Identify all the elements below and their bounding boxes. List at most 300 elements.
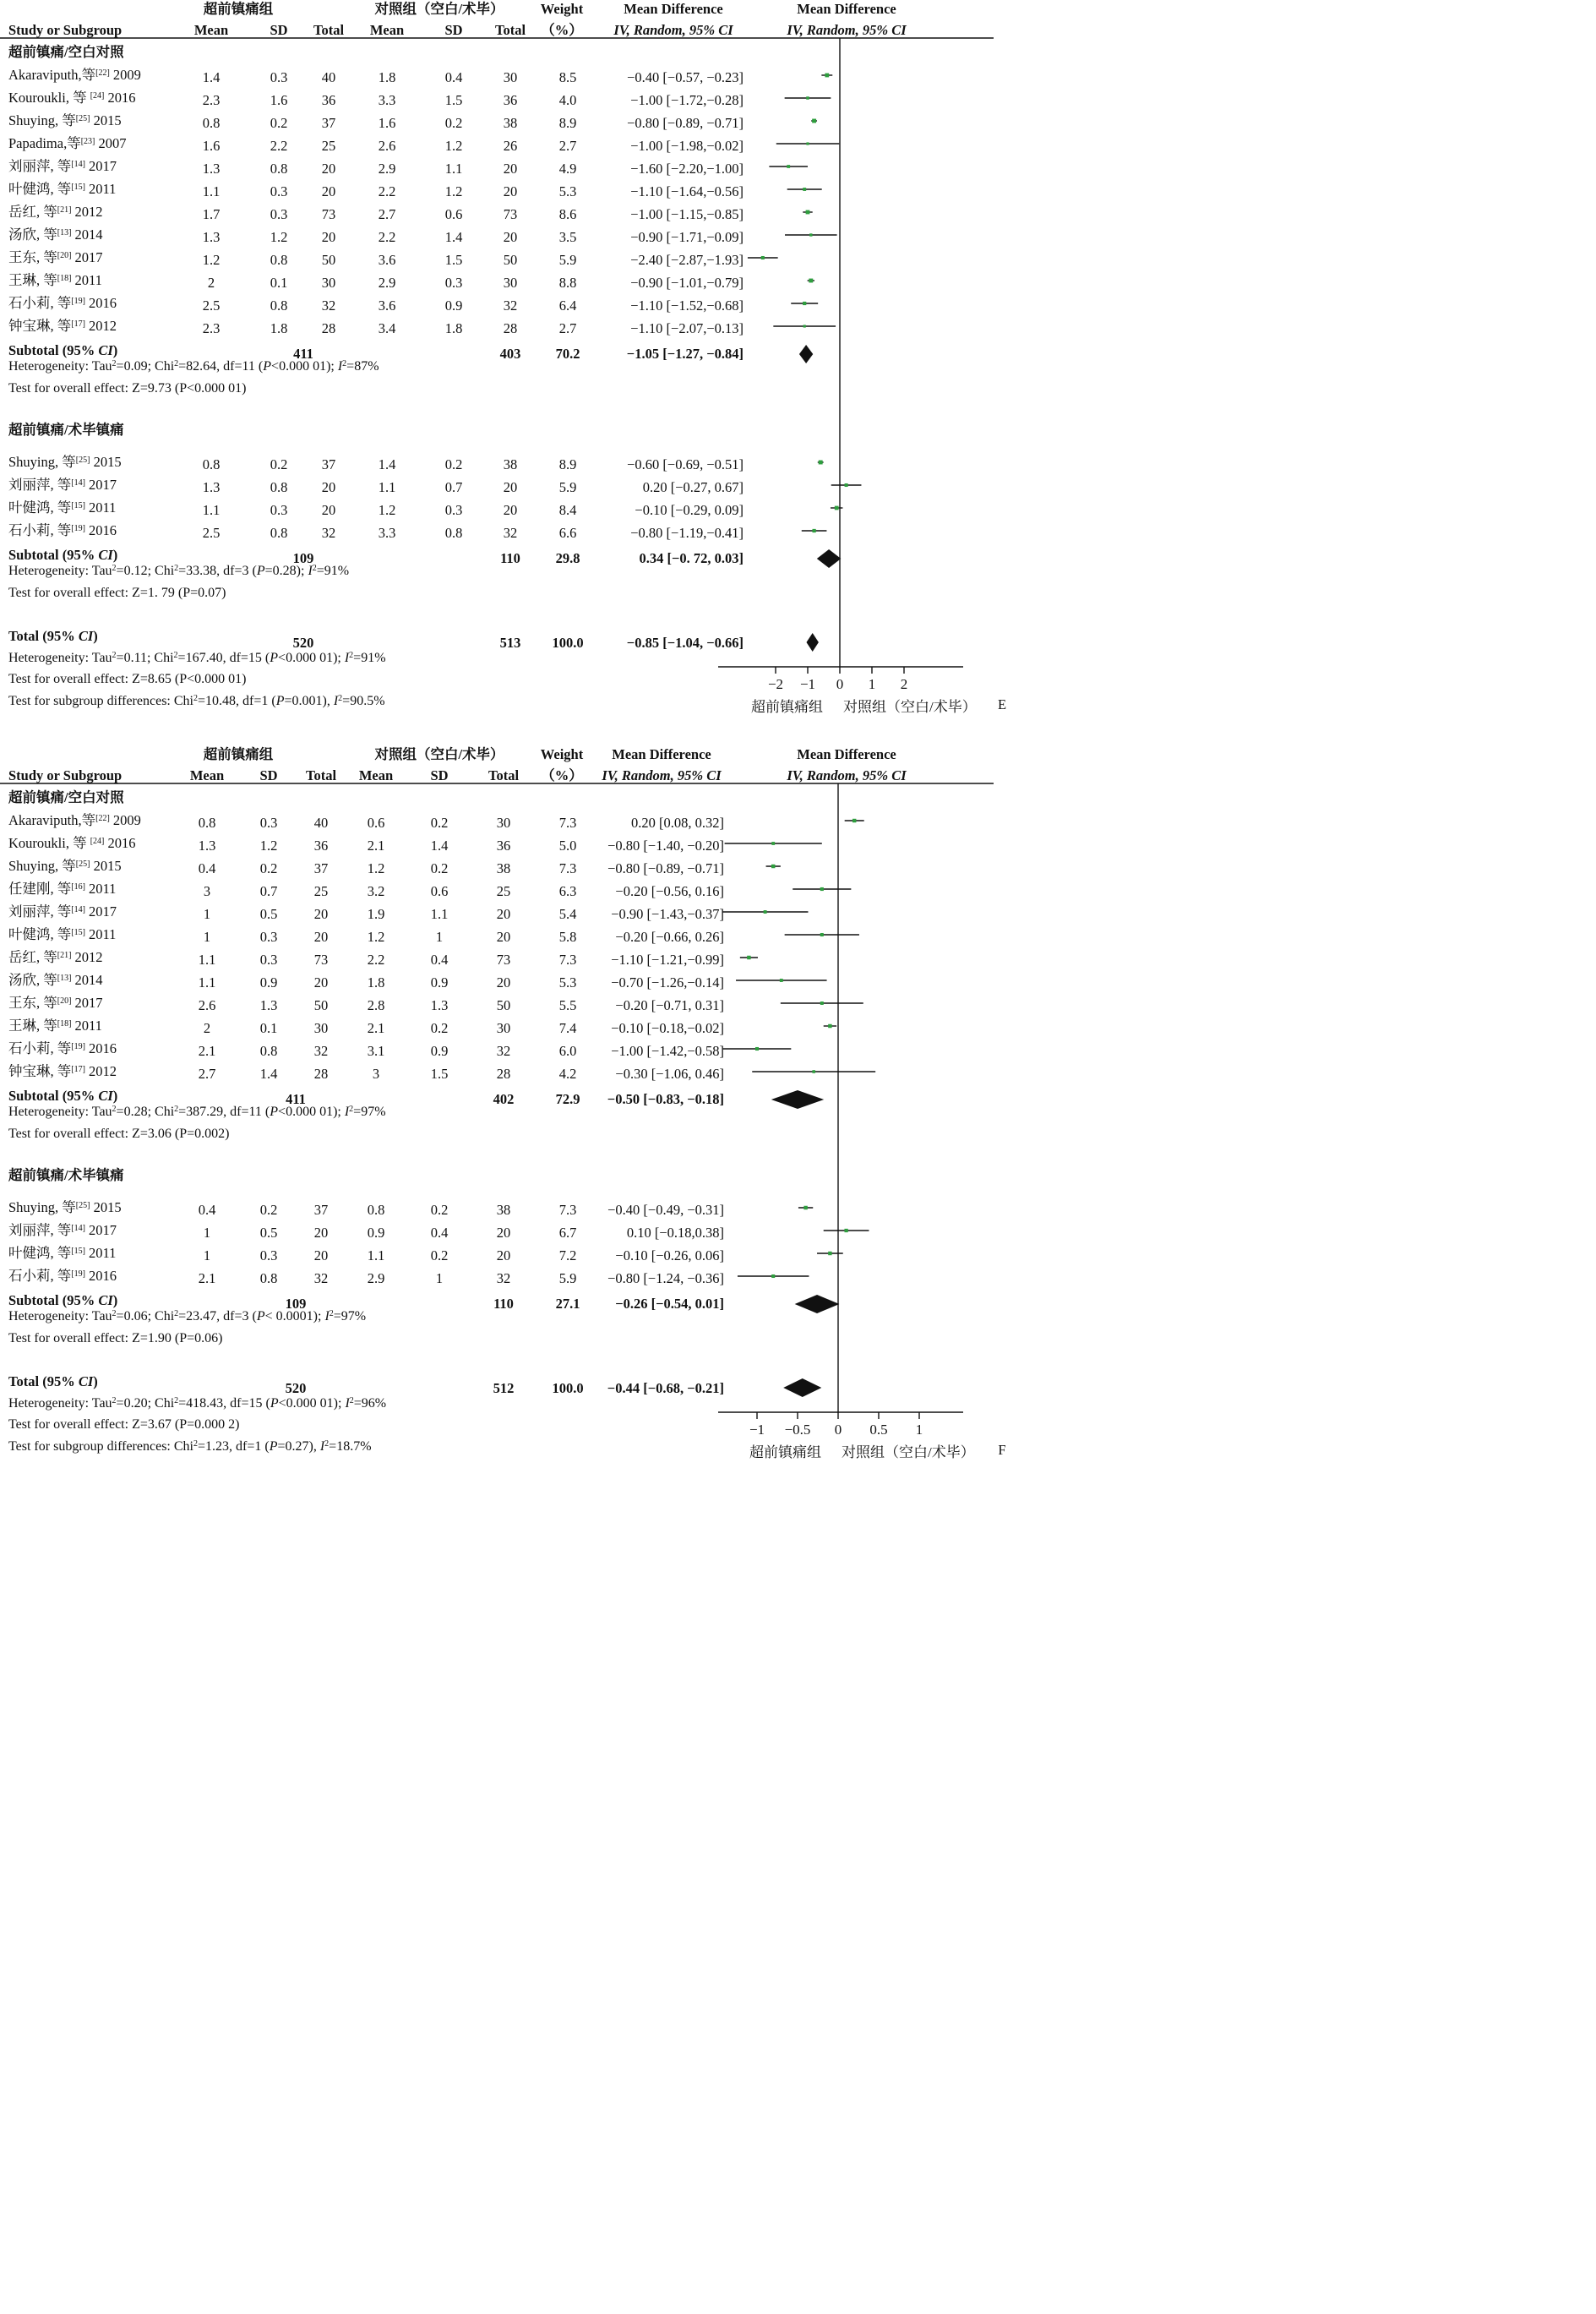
point-estimate: [755, 1047, 759, 1051]
overall-effect-text: Test for overall effect: Z=9.73 (P<0.000 01): [8, 381, 247, 396]
total-ctl: 30: [496, 815, 511, 831]
sd-exp: 0.2: [259, 860, 278, 876]
point-estimate: [820, 1001, 824, 1005]
mean-exp: 1.3: [202, 229, 221, 245]
weight-value: 5.9: [558, 479, 577, 495]
weight-header: Weight: [540, 746, 584, 762]
ci-text: −0.20 [−0.71, 0.31]: [615, 997, 724, 1013]
mean-ctl: 0.6: [367, 815, 385, 831]
mean-exp: 0.8: [198, 815, 216, 831]
axis-left-label: 超前镇痛组: [749, 1444, 821, 1460]
sd-ctl: 0.9: [430, 974, 449, 991]
sd-ctl: 1: [435, 929, 444, 945]
mean-ctl: 3.3: [378, 525, 396, 541]
mean-ctl: 2.2: [378, 229, 396, 245]
total-exp: 32: [313, 1043, 329, 1059]
sd-ctl: 0.2: [430, 1020, 449, 1036]
subtotal-ci: −1.05 [−1.27, −0.84]: [626, 346, 744, 362]
weight-value: 5.0: [558, 838, 577, 854]
mean-exp: 2.6: [198, 997, 216, 1013]
mean1-header: Mean: [189, 767, 225, 783]
point-estimate: [820, 933, 824, 936]
subgroup-differences: Test for subgroup differences: Chi$^2$=1.23, df=1 (P=0.27), $I^2=18.7\%$: [8, 1438, 372, 1454]
sd-exp: 0.5: [259, 906, 278, 922]
mean-exp: 1.4: [202, 69, 221, 85]
sd-ctl: 0.6: [430, 883, 449, 899]
total-exp: 32: [313, 1270, 329, 1286]
mean-exp: 2: [203, 1020, 211, 1036]
point-estimate: [835, 506, 839, 510]
mean-ctl: 2.8: [367, 997, 385, 1013]
mean-exp: 1: [203, 1225, 211, 1241]
sd1-header: SD: [259, 767, 278, 783]
sd-exp: 0.8: [270, 252, 288, 268]
mean-ctl: 1.2: [378, 502, 396, 518]
point-estimate: [771, 1274, 775, 1278]
sd-ctl: 1: [435, 1270, 444, 1286]
subtotal-ci: −0.50 [−0.83, −0.18]: [607, 1091, 724, 1107]
total-exp: 20: [313, 1225, 329, 1241]
subtotal-diamond: [795, 1295, 840, 1313]
study-label: 钟宝琳, 等[17] 2012: [8, 318, 117, 334]
total-exp: 37: [321, 115, 336, 131]
weight-value: 5.3: [558, 183, 577, 199]
point-estimate: [806, 96, 809, 100]
total-ctl: 20: [503, 161, 518, 177]
mean-ctl: 1.4: [378, 456, 396, 472]
study-label: 叶健鸿, 等[15] 2011: [8, 499, 117, 516]
subgroup-title: 超前镇痛/空白对照: [8, 789, 124, 805]
mean-ctl: 2.1: [367, 838, 385, 854]
total-exp: 36: [321, 92, 336, 108]
study-label: Akaraviputh,等[22] 2009: [8, 67, 141, 83]
study-label: 石小莉, 等[19] 2016: [8, 1040, 117, 1056]
weight-value: 2.7: [558, 320, 577, 336]
mean-ctl: 2.6: [378, 138, 396, 154]
sd-ctl: 0.7: [444, 479, 463, 495]
sd-exp: 0.5: [259, 1225, 278, 1241]
x-tick-label: 0: [836, 676, 844, 692]
point-estimate: [780, 979, 783, 982]
md-header: Mean Difference: [624, 1, 723, 17]
sd-exp: 0.3: [270, 69, 288, 85]
sd-exp: 0.8: [259, 1043, 278, 1059]
total-exp: 36: [313, 838, 329, 854]
sd-exp: 0.8: [270, 525, 288, 541]
ci-text: −1.00 [−1.98,−0.02]: [630, 138, 744, 154]
mean-exp: 1.3: [202, 161, 221, 177]
md-header: Mean Difference: [612, 746, 711, 762]
control-group-header: 对照组（空白/术毕）: [374, 1, 504, 17]
ci-text: −0.10 [−0.29, 0.09]: [635, 502, 744, 518]
point-estimate: [761, 256, 765, 259]
total-ctl: 38: [496, 1202, 511, 1218]
mean-exp: 1.1: [202, 502, 221, 518]
mean-ctl: 1.2: [367, 929, 385, 945]
weight-value: 8.9: [558, 115, 577, 131]
total-exp: 37: [321, 456, 336, 472]
control-group-header: 对照组（空白/术毕）: [374, 746, 504, 762]
total-ctl: 28: [496, 1066, 511, 1082]
md-plot-sub-header: IV, Random, 95% CI: [787, 22, 907, 38]
ci-text: −0.40 [−0.49, −0.31]: [607, 1202, 724, 1218]
study-label: 刘丽萍, 等[14] 2017: [8, 477, 117, 493]
study-label: 刘丽萍, 等[14] 2017: [8, 158, 117, 174]
study-label: 岳红, 等[21] 2012: [8, 949, 103, 965]
mean-exp: 0.4: [198, 860, 216, 876]
weight-value: 7.3: [558, 860, 577, 876]
sd-ctl: 0.4: [444, 69, 463, 85]
total-weight: 100.0: [552, 635, 584, 651]
point-estimate: [844, 1229, 847, 1232]
subtotal-diamond: [817, 549, 842, 568]
total-exp: 25: [321, 138, 336, 154]
ci-text: 0.10 [−0.18,0.38]: [626, 1225, 724, 1241]
sd-ctl: 1.4: [430, 838, 449, 854]
exp-group-header: 超前镇痛组: [203, 1, 274, 17]
point-estimate: [803, 188, 806, 191]
weight-value: 4.2: [558, 1066, 577, 1082]
sd-ctl: 1.2: [444, 183, 463, 199]
x-tick-label: 0: [834, 1422, 842, 1438]
weight-value: 7.4: [558, 1020, 577, 1036]
total-exp: 20: [313, 929, 329, 945]
total-ctl: 28: [503, 320, 518, 336]
weight-value: 4.9: [558, 161, 577, 177]
point-estimate: [764, 910, 767, 914]
point-estimate: [812, 1070, 815, 1073]
total-ctl: 20: [496, 974, 511, 991]
point-estimate: [812, 119, 816, 123]
ci-text: −1.10 [−1.52,−0.68]: [630, 297, 744, 314]
sd-exp: 2.2: [270, 138, 288, 154]
ci-text: −0.70 [−1.26,−0.14]: [611, 974, 724, 991]
total-exp: 73: [321, 206, 336, 222]
heterogeneity-text: Heterogeneity: Tau$^2$=0.09; Chi$^2$=82.64, df=11 (P<0.000 01); $I^2=87\%$: [8, 358, 379, 374]
subtotal-diamond: [771, 1090, 824, 1109]
ci-text: −0.20 [−0.56, 0.16]: [615, 883, 724, 899]
total-ctl: 50: [496, 997, 511, 1013]
study-label: 王东, 等[20] 2017: [8, 249, 103, 265]
mean-exp: 1.3: [202, 479, 221, 495]
weight-value: 8.9: [558, 456, 577, 472]
mean-exp: 3: [203, 883, 211, 899]
study-label: 王琳, 等[18] 2011: [8, 272, 102, 288]
mean-exp: 1.1: [198, 974, 216, 991]
total-ctl: 32: [496, 1043, 511, 1059]
study-label: 汤欣, 等[13] 2014: [8, 972, 103, 988]
total-ctl: 38: [503, 115, 518, 131]
sd-exp: 0.9: [259, 974, 278, 991]
total-overall-effect: Test for overall effect: Z=8.65 (P<0.000 01): [8, 672, 247, 686]
weight-value: 7.2: [558, 1247, 577, 1263]
x-tick-label: 2: [900, 676, 908, 692]
subgroup-title: 超前镇痛/空白对照: [8, 44, 124, 60]
total-ctl: 20: [503, 229, 518, 245]
mean2-header: Mean: [369, 22, 405, 38]
sd-ctl: 1.5: [430, 1066, 449, 1082]
point-estimate: [806, 142, 809, 145]
point-estimate: [803, 1206, 807, 1209]
mean-exp: 1.3: [198, 838, 216, 854]
total-ctl: 32: [503, 525, 518, 541]
total-exp: 20: [321, 502, 336, 518]
point-estimate: [820, 887, 824, 891]
sd-exp: 0.7: [259, 883, 278, 899]
study-label: 任建刚, 等[16] 2011: [8, 881, 117, 897]
total-exp: 20: [313, 906, 329, 922]
sd-ctl: 1.5: [444, 252, 463, 268]
point-estimate: [819, 461, 823, 465]
sd-ctl: 0.9: [430, 1043, 449, 1059]
sd-ctl: 0.2: [430, 815, 449, 831]
forest-plot-figure: [0, 0, 1014, 1470]
total-ctl: 30: [496, 1020, 511, 1036]
total-ctl: 20: [496, 906, 511, 922]
mean-ctl: 3.4: [378, 320, 396, 336]
ci-text: 0.20 [0.08, 0.32]: [631, 815, 724, 831]
weight-value: 8.8: [558, 275, 577, 291]
x-tick-label: −1: [799, 676, 816, 692]
study-label: 王琳, 等[18] 2011: [8, 1018, 102, 1034]
subtotal-label: Subtotal (95% CI): [8, 547, 118, 563]
subtotal-n-ctl: 110: [500, 550, 520, 566]
sd-exp: 1.4: [259, 1066, 278, 1082]
total-ctl: 32: [503, 297, 518, 314]
mean-exp: 1: [203, 1247, 211, 1263]
total-n-ctl: 513: [499, 635, 521, 651]
mean-ctl: 3.2: [367, 883, 385, 899]
subtotal-n-exp: 109: [285, 1296, 307, 1312]
subgroup-title: 超前镇痛/术毕镇痛: [8, 1167, 124, 1183]
weight-value: 5.8: [558, 929, 577, 945]
total-exp: 37: [313, 1202, 329, 1218]
x-tick-label: 1: [915, 1422, 923, 1438]
sd-ctl: 0.8: [444, 525, 463, 541]
mean-ctl: 2.2: [367, 952, 385, 968]
sd-ctl: 1.8: [444, 320, 463, 336]
mean-ctl: 2.9: [378, 275, 396, 291]
total-exp: 20: [321, 161, 336, 177]
point-estimate: [771, 842, 775, 845]
heterogeneity-text: Heterogeneity: Tau$^2$=0.28; Chi$^2$=387.29, df=11 (P<0.000 01); $I^2=97\%$: [8, 1104, 386, 1119]
subtotal-ci: −0.26 [−0.54, 0.01]: [615, 1296, 724, 1312]
study-label: 刘丽萍, 等[14] 2017: [8, 1222, 117, 1238]
sd-exp: 0.8: [270, 297, 288, 314]
md-plot-header: Mean Difference: [797, 746, 896, 762]
ci-text: −1.10 [−1.64,−0.56]: [630, 183, 744, 199]
sd-ctl: 0.2: [430, 1202, 449, 1218]
total-exp: 73: [313, 952, 329, 968]
ci-text: −1.00 [−1.42,−0.58]: [611, 1043, 724, 1059]
mean-ctl: 0.9: [367, 1225, 385, 1241]
subtotal-label: Subtotal (95% CI): [8, 1292, 118, 1308]
weight-value: 6.0: [558, 1043, 577, 1059]
total-ctl: 38: [496, 860, 511, 876]
ci-text: −0.80 [−1.24, −0.36]: [607, 1270, 724, 1286]
total-ctl: 20: [496, 1247, 511, 1263]
sd-ctl: 0.9: [444, 297, 463, 314]
axis-right-label: 对照组（空白/术毕）: [843, 699, 977, 715]
weight-unit-header: （%）: [541, 22, 583, 38]
mean-exp: 1.7: [202, 206, 221, 222]
study-label: 叶健鸿, 等[15] 2011: [8, 1245, 117, 1261]
total1-header: Total: [313, 22, 345, 38]
md-sub-header: IV, Random, 95% CI: [602, 767, 722, 783]
subtotal-n-ctl: 110: [493, 1296, 514, 1312]
sd-ctl: 1.5: [444, 92, 463, 108]
total-exp: 30: [321, 275, 336, 291]
point-estimate: [852, 819, 856, 822]
total-exp: 20: [321, 229, 336, 245]
mean-exp: 0.8: [202, 456, 221, 472]
weight-value: 5.5: [558, 997, 577, 1013]
sd-exp: 0.3: [259, 815, 278, 831]
axis-left-label: 超前镇痛组: [751, 699, 823, 715]
study-label: Shuying, 等[25] 2015: [8, 1199, 122, 1215]
point-estimate: [809, 279, 813, 283]
sd-ctl: 0.4: [430, 952, 449, 968]
ci-text: 0.20 [−0.27, 0.67]: [642, 479, 744, 495]
total-heterogeneity: Heterogeneity: Tau$^2$=0.11; Chi$^2$=167.40, df=15 (P<0.000 01); $I^2=91\%$: [8, 650, 386, 665]
sd-ctl: 1.4: [444, 229, 463, 245]
study-header: Study or Subgroup: [8, 767, 123, 783]
study-label: Papadima,等[23] 2007: [8, 135, 127, 151]
sd-exp: 1.3: [259, 997, 278, 1013]
sd-exp: 1.2: [270, 229, 288, 245]
sd-ctl: 1.3: [430, 997, 449, 1013]
mean-ctl: 1.6: [378, 115, 396, 131]
study-label: 汤欣, 等[13] 2014: [8, 226, 103, 243]
x-tick-label: −1: [749, 1422, 765, 1438]
subtotal-weight: 70.2: [555, 346, 580, 362]
total-label: Total (95% CI): [8, 1373, 98, 1389]
weight-value: 5.9: [558, 1270, 577, 1286]
md-plot-header: Mean Difference: [797, 1, 896, 17]
mean-exp: 2.3: [202, 92, 221, 108]
ci-text: −0.80 [−0.89, −0.71]: [627, 115, 744, 131]
mean-ctl: 3.6: [378, 297, 396, 314]
total-label: Total (95% CI): [8, 628, 98, 644]
mean-exp: 2.7: [198, 1066, 216, 1082]
heterogeneity-text: Heterogeneity: Tau$^2$=0.06; Chi$^2$=23.47, df=3 (P< 0.0001); $I^2=97\%$: [8, 1308, 367, 1323]
study-label: 钟宝琳, 等[17] 2012: [8, 1063, 117, 1079]
x-tick-label: −0.5: [784, 1422, 811, 1438]
mean-exp: 2.1: [198, 1270, 216, 1286]
sd2-header: SD: [444, 22, 463, 38]
total-diamond: [783, 1378, 821, 1397]
sd-exp: 0.3: [259, 1247, 278, 1263]
total-exp: 20: [321, 479, 336, 495]
total-ctl: 20: [496, 1225, 511, 1241]
mean-ctl: 3: [372, 1066, 380, 1082]
weight-value: 8.4: [558, 502, 577, 518]
sd-exp: 1.2: [259, 838, 278, 854]
total-exp: 20: [313, 1247, 329, 1263]
study-label: 岳红, 等[21] 2012: [8, 204, 103, 220]
weight-value: 7.3: [558, 952, 577, 968]
weight-header: Weight: [540, 1, 584, 17]
subtotal-weight: 27.1: [555, 1296, 580, 1312]
mean-ctl: 1.8: [378, 69, 396, 85]
study-label: 叶健鸿, 等[15] 2011: [8, 181, 117, 197]
total-exp: 28: [321, 320, 336, 336]
subtotal-n-exp: 411: [286, 1091, 306, 1107]
total-exp: 40: [313, 815, 329, 831]
total-exp: 20: [313, 974, 329, 991]
overall-effect-text: Test for overall effect: Z=1. 79 (P=0.07): [8, 586, 226, 600]
total-exp: 32: [321, 525, 336, 541]
study-label: 石小莉, 等[19] 2016: [8, 522, 117, 538]
study-label: 刘丽萍, 等[14] 2017: [8, 903, 117, 920]
total-ci: −0.85 [−1.04, −0.66]: [626, 635, 744, 651]
ci-text: −0.20 [−0.66, 0.26]: [615, 929, 724, 945]
ci-text: −0.10 [−0.26, 0.06]: [615, 1247, 724, 1263]
ci-text: −0.80 [−1.40, −0.20]: [607, 838, 724, 854]
total-exp: 37: [313, 860, 329, 876]
subtotal-weight: 72.9: [555, 1091, 580, 1107]
ci-text: −2.40 [−2.87,−1.93]: [630, 252, 744, 268]
mean-ctl: 3.6: [378, 252, 396, 268]
weight-value: 6.3: [558, 883, 577, 899]
sd2-header: SD: [430, 767, 449, 783]
mean-ctl: 2.9: [367, 1270, 385, 1286]
sd-ctl: 0.6: [444, 206, 463, 222]
sd-exp: 0.1: [270, 275, 288, 291]
total-ctl: 36: [496, 838, 511, 854]
weight-value: 5.3: [558, 974, 577, 991]
total-ctl: 38: [503, 456, 518, 472]
mean-ctl: 1.9: [367, 906, 385, 922]
point-estimate: [828, 1024, 831, 1028]
total-ctl: 32: [496, 1270, 511, 1286]
subtotal-n-ctl: 402: [493, 1091, 515, 1107]
mean-exp: 0.8: [202, 115, 221, 131]
study-label: 叶健鸿, 等[15] 2011: [8, 926, 117, 942]
total-ctl: 20: [503, 502, 518, 518]
panel-tag: F: [998, 1442, 1006, 1458]
total-ci: −0.44 [−0.68, −0.21]: [607, 1380, 724, 1396]
point-estimate: [747, 956, 750, 959]
mean-exp: 2.3: [202, 320, 221, 336]
mean-ctl: 1.2: [367, 860, 385, 876]
axis-right-label: 对照组（空白/术毕）: [842, 1444, 975, 1460]
mean-ctl: 1.8: [367, 974, 385, 991]
x-tick-label: −2: [767, 676, 784, 692]
sd-ctl: 0.2: [430, 860, 449, 876]
subtotal-n-exp: 109: [292, 550, 314, 566]
weight-value: 6.4: [558, 297, 577, 314]
subgroup-differences: Test for subgroup differences: Chi$^2$=10.48, df=1 (P=0.001), $I^2=90.5\%$: [8, 693, 385, 708]
mean-exp: 1: [203, 906, 211, 922]
total-exp: 50: [321, 252, 336, 268]
mean-exp: 1: [203, 929, 211, 945]
mean-exp: 1.1: [198, 952, 216, 968]
subgroup-title: 超前镇痛/术毕镇痛: [8, 422, 124, 438]
point-estimate: [809, 233, 812, 236]
ci-text: −0.90 [−1.43,−0.37]: [611, 906, 724, 922]
sd1-header: SD: [270, 22, 288, 38]
sd-exp: 0.3: [270, 502, 288, 518]
total-diamond: [806, 633, 818, 652]
ci-text: −0.60 [−0.69, −0.51]: [627, 456, 744, 472]
mean-ctl: 2.9: [378, 161, 396, 177]
weight-value: 8.6: [558, 206, 577, 222]
subtotal-n-ctl: 403: [499, 346, 521, 362]
sd-exp: 0.3: [259, 929, 278, 945]
total-ctl: 20: [496, 929, 511, 945]
point-estimate: [812, 529, 815, 532]
